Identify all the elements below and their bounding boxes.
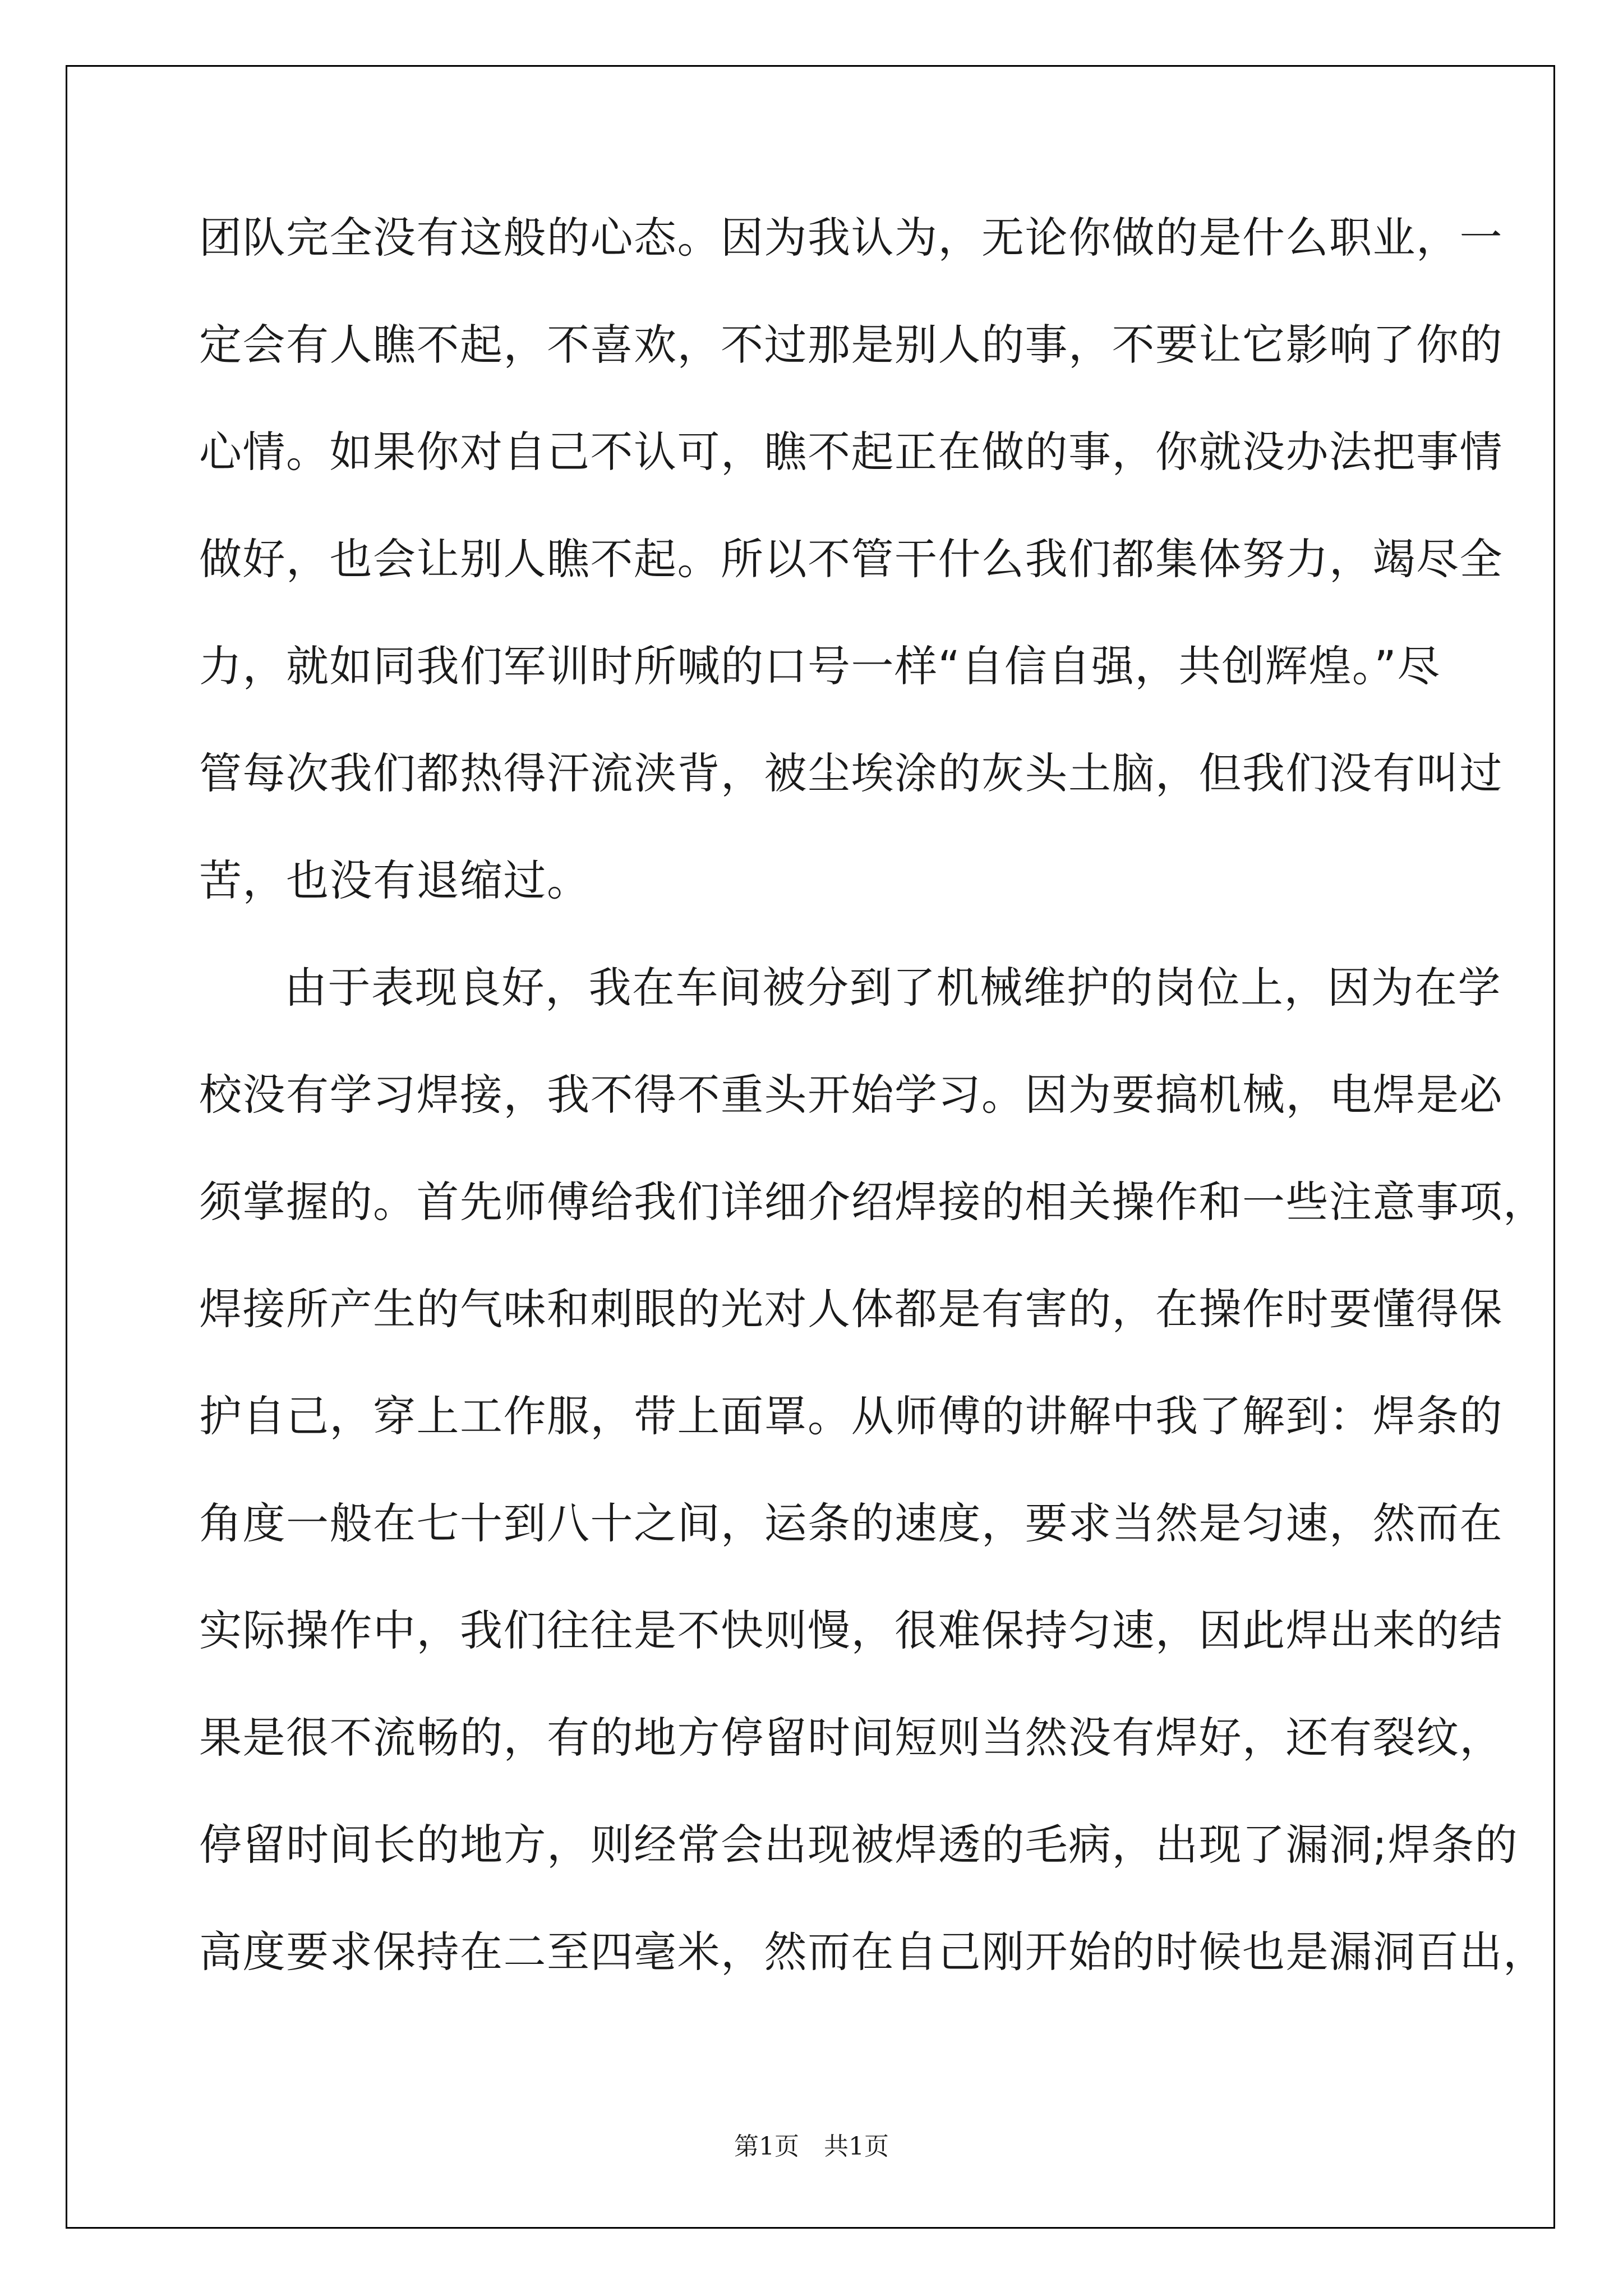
text-line: 角度一般在七十到八十之间，运条的速度，要求当然是匀速，然而在 — [199, 1498, 1503, 1548]
text-line: 果是很不流畅的，有的地方停留时间短则当然没有焊好，还有裂纹， — [199, 1713, 1503, 1763]
page-border — [66, 65, 1555, 2229]
text-line: 高度要求保持在二至四毫米，然而在自己刚开始的时候也是漏洞百出， — [199, 1927, 1547, 1977]
paragraph-start-line: 由于表现良好，我在车间被分到了机械维护的岗位上，因为在学 — [284, 963, 1501, 1013]
text-line: 须掌握的。首先师傅给我们详细介绍焊接的相关操作和一些注意事项， — [199, 1177, 1547, 1227]
text-line: 做好，也会让别人瞧不起。所以不管干什么我们都集体努力，竭尽全 — [199, 534, 1503, 584]
text-line: 团队完全没有这般的心态。因为我认为，无论你做的是什么职业，一 — [199, 213, 1503, 263]
text-line: 苦，也没有退缩过。 — [199, 855, 591, 905]
text-line: 力，就如同我们军训时所喊的口号一样“自信自强，共创辉煌。”尽 — [199, 641, 1441, 691]
page-number-footer: 第1页 共1页 — [734, 2132, 889, 2161]
text-line: 护自己，穿上工作服，带上面罩。从师傅的讲解中我了解到：焊条的 — [199, 1391, 1503, 1441]
text-line: 定会有人瞧不起，不喜欢，不过那是别人的事，不要让它影响了你的 — [199, 320, 1503, 370]
text-line: 实际操作中，我们往往是不快则慢，很难保持匀速，因此焊出来的结 — [199, 1605, 1503, 1655]
text-line: 校没有学习焊接，我不得不重头开始学习。因为要搞机械，电焊是必 — [199, 1070, 1503, 1120]
text-line: 管每次我们都热得汗流浃背，被尘埃涂的灰头土脑，但我们没有叫过 — [199, 748, 1503, 798]
text-line: 停留时间长的地方，则经常会出现被焊透的毛病，出现了漏洞;焊条的 — [199, 1820, 1519, 1870]
text-line: 焊接所产生的气味和刺眼的光对人体都是有害的，在操作时要懂得保 — [199, 1284, 1503, 1334]
text-line: 心情。如果你对自己不认可，瞧不起正在做的事，你就没办法把事情 — [199, 427, 1503, 477]
